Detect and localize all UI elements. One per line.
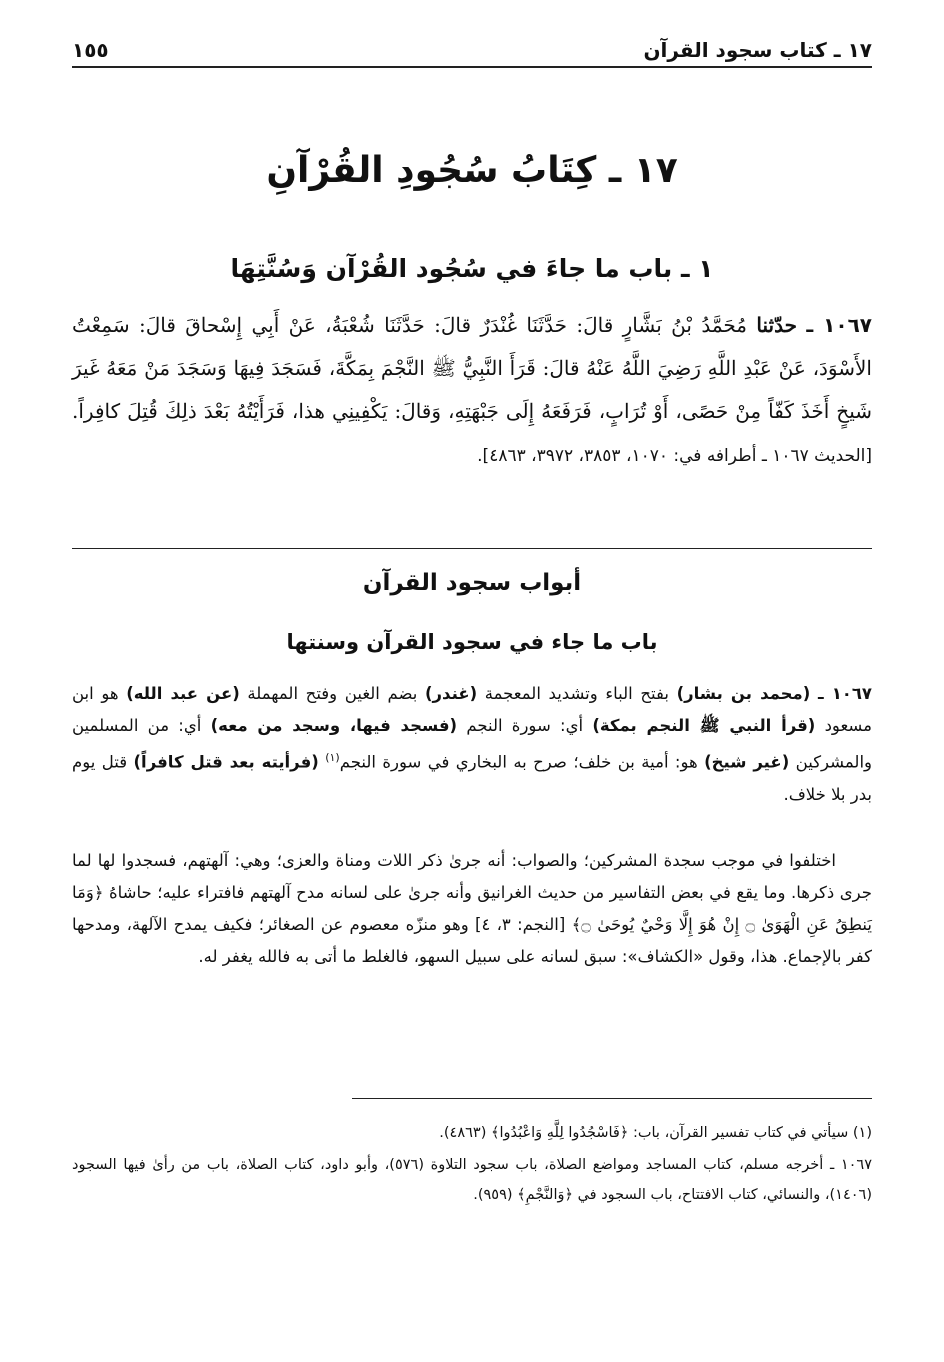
chapter-title: ١ ـ باب ما جاءَ في سُجُود القُرْآن وَسُنَّتِهَا: [230, 254, 714, 283]
commentary-bold: (محمد بن بشار): [676, 684, 811, 703]
commentary-text: أي: سورة النجم: [457, 716, 593, 735]
footnotes: [72, 1118, 872, 1212]
running-title: ١٧ ـ كتاب سجود القرآن: [643, 38, 872, 62]
section-divider: [72, 548, 872, 549]
commentary-bold: (غير شيخ): [704, 752, 790, 772]
commentary-text: بضم الغين وفتح المهملة: [239, 684, 426, 703]
commentary-text: قتل يوم بدر بلا خلاف.: [72, 752, 872, 804]
commentary-subtitle: باب ما جاء في سجود القرآن وسنتها: [286, 630, 658, 654]
commentary-bold: (فسجد فيها، وسجد من معه): [210, 716, 458, 735]
book-title: ١٧ ـ كِتَابُ سُجُودِ القُرْآنِ: [266, 150, 678, 191]
commentary-text: هو: أمية بن خلف؛ صرح به البخاري في سورة النجم: [339, 752, 705, 772]
commentary-bold: (غندر): [425, 684, 478, 703]
hadith-number: ١٠٦٧ ـ: [806, 313, 872, 337]
running-header: [72, 28, 872, 68]
footnote-1: (١) سيأتي في كتاب تفسير القرآن، باب: ﴿فَاسْجُدُوا لِلَّهِ وَاعْبُدُوا﴾ (٤٨٦٣).: [439, 1125, 872, 1141]
hadith-body: مُحَمَّدُ بْنُ بَشَّارٍ قالَ: حَدَّثَنَا غُنْدَرٌ قالَ: حَدَّثَنَا شُعْبَةُ، عَنْ أَبِي إِسْحاقَ قالَ: سَمِعْتُ الأَسْوَدَ، عَنْ عَبْدِ اللَّهِ رَضِيَ اللَّهُ عَنْهُ قالَ: قَرَأَ النَّبِيُّ ﷺ النَّجْمَ بِمَكَّةَ، فَسَجَدَ فِيهَا وَسَجَدَ مَنْ مَعَهُ غَيرَ شَيخٍ أَخَذَ كَفّاً مِنْ حَصًى، أَوْ تُرَابٍ، فَرَفَعَهُ إِلَى جَبْهَتِهِ، وَقالَ: يَكْفِينِي هذا، فَرَأَيْتُهُ بَعْدَ ذلِكَ قُتِلَ كافِراً.: [72, 313, 872, 423]
hadith-opening: حدّثنا: [756, 313, 797, 337]
commentary-text: هو ابن مسعود: [72, 684, 872, 735]
commentary-bold: (قرأ النبي ﷺ النجم بمكة): [592, 716, 816, 735]
commentary-paragraph-1: [72, 678, 872, 811]
commentary-text: أي: من المسلمين والمشركين: [72, 716, 872, 772]
page-number: ١٥٥: [72, 38, 109, 62]
commentary-bold: (عن عبد الله): [126, 684, 240, 703]
footnote-rule: [352, 1098, 872, 1099]
hadith-text: [72, 304, 872, 478]
commentary-number: ١٠٦٧ ـ: [817, 684, 873, 703]
footnote-marker: (١): [325, 751, 340, 764]
commentary-title: أبواب سجود القرآن: [362, 570, 582, 596]
commentary-bold: (فرأيته بعد قتل كافراً): [133, 752, 319, 772]
footnote-2: ١٠٦٧ ـ أخرجه مسلم، كتاب المساجد ومواضع الصلاة، باب سجود التلاوة (٥٧٦)، وأبو داود، كتاب الصلاة، باب من رأىٰ فيها السجود (١٤٠٦)، والنسائي، كتاب الافتتاح، باب السجود في ﴿وَالنَّجْمِ﴾ (٩٥٩).: [72, 1157, 872, 1203]
commentary-paragraph-2: اختلفوا في موجب سجدة المشركين؛ والصواب: أنه جرىٰ ذكر اللات ومناة والعزى؛ وهي: آلهتهم، فسجدوا لها لما جرى ذكرها. وما يقع في بعض التفاسير من حديث الغرانيق وأنه جرىٰ على لسانه مدح آلهتهم فافتراء عليه؛ حاشاهُ ﴿وَمَا يَنطِقُ عَنِ الْهَوَىٰ ۝ إِنْ هُوَ إِلَّا وَحْيٌ يُوحَىٰ ۝﴾ [النجم: ٣، ٤] وهو منزّه معصوم عن الصغائر؛ فكيف يمدح الآلهة، ومدحها كفر بالإجماع. هذا، وقول «الكشاف»: سبق لسانه على سبيل السهو، فالغلط ما أتى به فالله يغفر له.: [72, 851, 872, 966]
hadith-reference: [الحديث ١٠٦٧ ـ أطرافه في: ١٠٧٠، ٣٨٥٣، ٣٩٧٢، ٤٨٦٣].: [477, 446, 872, 466]
commentary-text: بفتح الباء وتشديد المعجمة: [477, 684, 677, 703]
